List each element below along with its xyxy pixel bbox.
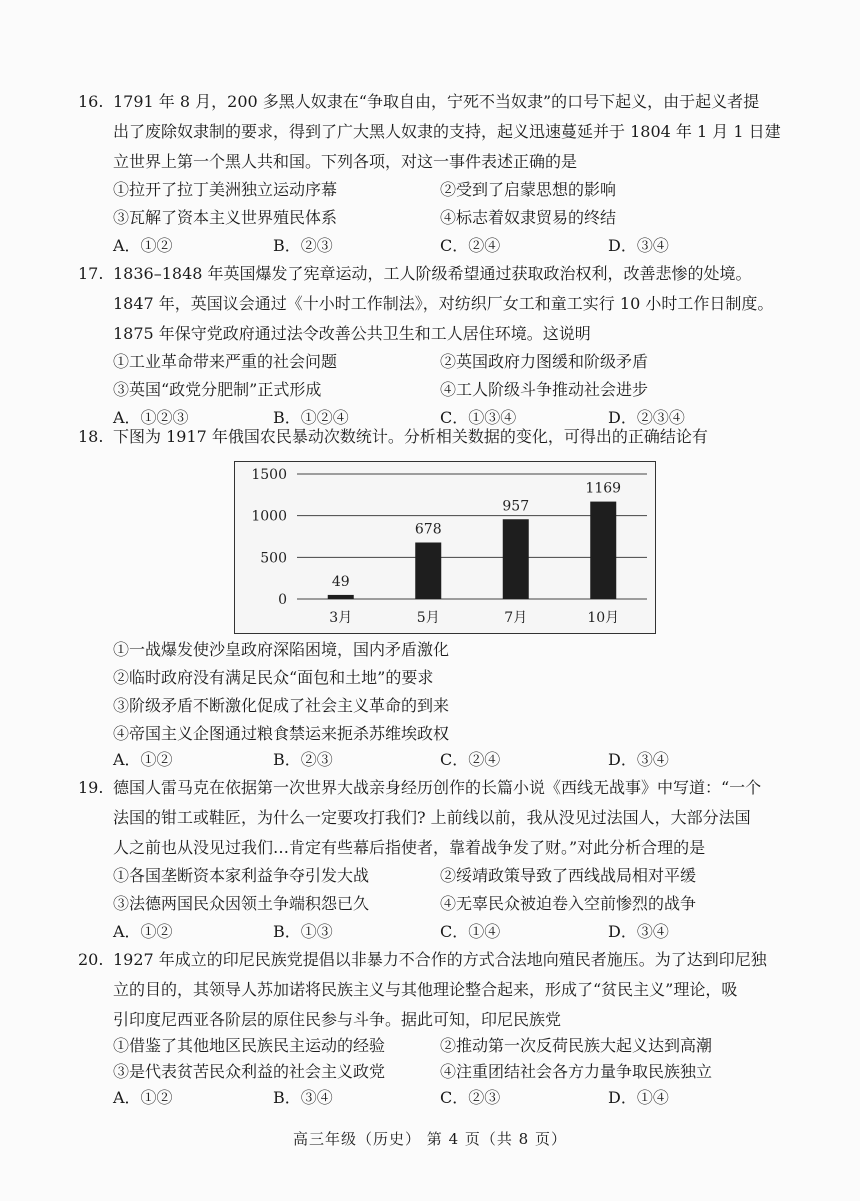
y-tick-label: 0 <box>278 592 287 608</box>
choice-b: B．①②④ <box>273 408 349 427</box>
question-number: 19. <box>78 778 104 797</box>
choice-b: B．①③ <box>273 922 333 941</box>
y-tick-label: 1000 <box>251 508 287 525</box>
option-1: ①借鉴了其他地区民族民主运动的经验 <box>113 1036 386 1055</box>
option-2: ②受到了启蒙思想的影响 <box>440 180 617 199</box>
choice-a: A．①②③ <box>113 408 189 427</box>
option-2: ②推动第一次反荷民族大起义达到高潮 <box>440 1036 713 1055</box>
option-3: ③英国“政党分肥制”正式形成 <box>113 380 322 399</box>
choice-a: A．①② <box>113 1088 173 1107</box>
question-number: 18. <box>78 427 104 446</box>
x-tick-label: 5月 <box>416 610 440 626</box>
choice-b: B．②③ <box>273 750 333 769</box>
stem-line: 下图为 1917 年俄国农民暴动次数统计。分析相关数据的变化，可得出的正确结论有 <box>113 427 708 446</box>
data-label: 49 <box>331 573 350 590</box>
bar <box>503 519 529 599</box>
stem-line: 引印度尼西亚各阶层的原住民参与斗争。据此可知，印尼民族党 <box>113 1010 562 1029</box>
question-18-options <box>78 640 784 770</box>
option-1: ①各国垄断资本家利益争夺引发大战 <box>113 866 370 885</box>
question-number: 20. <box>78 950 104 969</box>
question-17 <box>78 264 784 427</box>
stem-line: 1836–1848 年英国爆发了宪章运动，工人阶级希望通过获取政治权利，改善悲惨的处境。 <box>113 264 752 283</box>
option-2: ②临时政府没有满足民众“面包和土地”的要求 <box>113 668 434 687</box>
question-20 <box>78 950 784 1110</box>
choice-c: C．②③ <box>440 1088 501 1107</box>
question-16 <box>78 92 784 255</box>
question-number: 16. <box>78 92 104 111</box>
bar <box>415 543 441 600</box>
option-2: ②绥靖政策导致了西线战局相对平缓 <box>440 866 697 885</box>
question-number: 17. <box>78 264 104 283</box>
option-2: ②英国政府力图缓和阶级矛盾 <box>440 352 649 371</box>
option-1: ①工业革命带来严重的社会问题 <box>113 352 338 371</box>
choice-b: B．②③ <box>273 236 333 255</box>
data-label: 678 <box>414 521 442 538</box>
option-1: ①拉开了拉丁美洲独立运动序幕 <box>113 180 338 199</box>
stem-line: 立的目的，其领导人苏加诺将民族主义与其他理论整合起来，形成了“贫民主义”理论，吸 <box>113 980 738 999</box>
choice-a: A．①② <box>113 236 173 255</box>
choice-d: D．③④ <box>608 922 669 941</box>
choice-a: A．①② <box>113 750 173 769</box>
stem-line: 人之前也从没见过我们…肯定有些幕后指使者，靠着战争发了财。”对此分析合理的是 <box>113 838 706 857</box>
choice-b: B．③④ <box>273 1088 333 1107</box>
stem-line: 立世界上第一个黑人共和国。下列各项，对这一事件表述正确的是 <box>113 152 578 171</box>
choice-a: A．①② <box>113 922 173 941</box>
option-3: ③瓦解了资本主义世界殖民体系 <box>113 208 338 227</box>
choice-d: D．③④ <box>608 236 669 255</box>
option-4: ④标志着奴隶贸易的终结 <box>440 208 617 227</box>
question-18 <box>78 427 784 447</box>
x-tick-label: 7月 <box>504 610 528 626</box>
choice-d: D．②③④ <box>608 408 685 427</box>
y-tick-label: 1500 <box>251 467 287 483</box>
option-3: ③法德两国民众因领土争端积怨已久 <box>113 894 370 913</box>
bar-chart <box>234 461 656 634</box>
data-label: 957 <box>502 498 530 515</box>
option-4: ④无辜民众被迫卷入空前惨烈的战争 <box>440 894 697 913</box>
page-footer: 高三年级（历史） 第 4 页（共 8 页） <box>293 1130 567 1148</box>
stem-line: 法国的钳工或鞋匠，为什么一定要攻打我们? 上前线以前，我从没见过法国人，大部分法国 <box>113 808 751 827</box>
bar <box>328 595 354 599</box>
choice-c: C．②④ <box>440 750 501 769</box>
x-tick-label: 10月 <box>587 610 620 626</box>
stem-line: 1847 年，英国议会通过《十小时工作制法》，对纺织厂女工和童工实行 10 小时工作日制度。 <box>113 294 774 313</box>
stem-line: 出了废除奴隶制的要求，得到了广大黑人奴隶的支持，起义迅速蔓延并于 1804 年 1 月 1 日建 <box>113 122 781 141</box>
question-19 <box>78 778 784 941</box>
stem-line: 1927 年成立的印尼民族党提倡以非暴力不合作的方式合法地向殖民者施压。为了达到印尼独 <box>113 950 767 969</box>
x-tick-label: 3月 <box>329 610 353 626</box>
choice-d: D．③④ <box>608 750 669 769</box>
data-label: 1169 <box>585 480 622 497</box>
choice-c: C．②④ <box>440 236 501 255</box>
option-3: ③阶级矛盾不断激化促成了社会主义革命的到来 <box>113 696 450 715</box>
choice-c: C．①③④ <box>440 408 517 427</box>
choice-d: D．①④ <box>608 1088 669 1107</box>
stem-line: 1875 年保守党政府通过法令改善公共卫生和工人居住环境。这说明 <box>113 324 591 343</box>
option-4: ④帝国主义企图通过粮食禁运来扼杀苏维埃政权 <box>113 724 450 743</box>
bar <box>590 502 616 599</box>
stem-line: 1791 年 8 月，200 多黑人奴隶在“争取自由，宁死不当奴隶”的口号下起义，由于起义者提 <box>113 92 760 111</box>
option-4: ④工人阶级斗争推动社会进步 <box>440 380 649 399</box>
choice-c: C．①④ <box>440 922 501 941</box>
stem-line: 德国人雷马克在依据第一次世界大战亲身经历创作的长篇小说《西线无战事》中写道：“一个 <box>113 778 762 797</box>
chart-svg <box>235 462 655 633</box>
option-3: ③是代表贫苦民众利益的社会主义政党 <box>113 1062 386 1081</box>
y-tick-label: 500 <box>260 550 287 567</box>
option-4: ④注重团结社会各方力量争取民族独立 <box>440 1062 713 1081</box>
option-1: ①一战爆发使沙皇政府深陷困境，国内矛盾激化 <box>113 640 450 659</box>
